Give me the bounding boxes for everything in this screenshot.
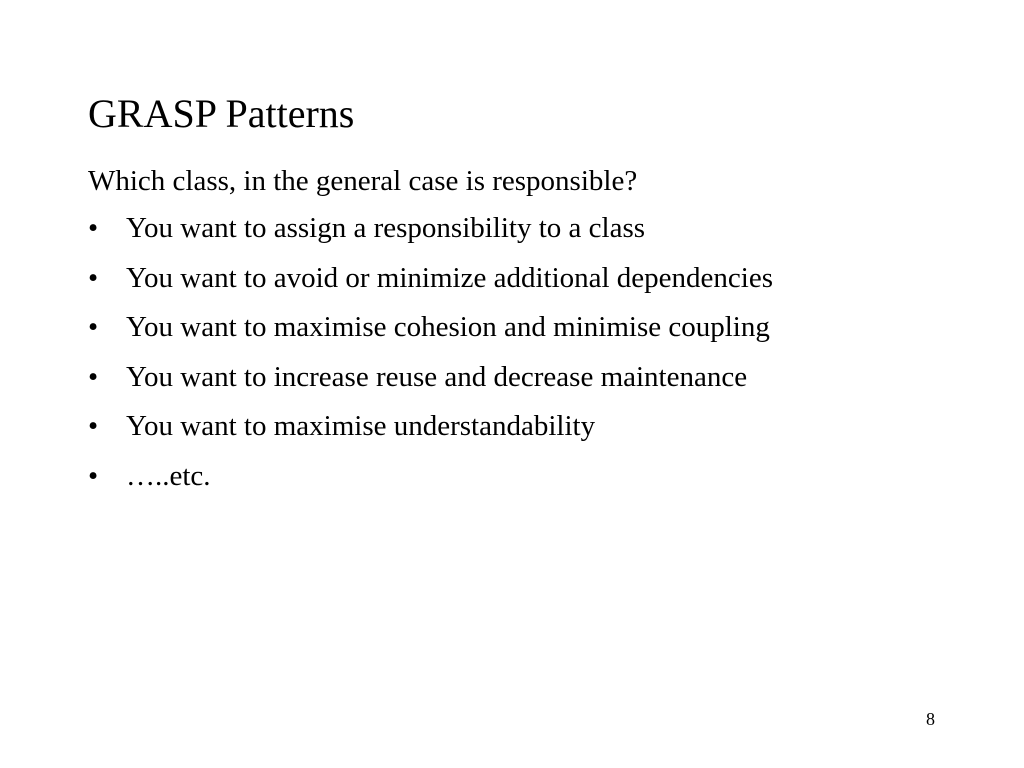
bullet-text: You want to assign a responsibility to a class (126, 212, 646, 244)
bullet-text: You want to increase reuse and decrease maintenance (126, 360, 748, 393)
bullet-dot: • (88, 459, 99, 492)
bullet-dot: • (88, 261, 99, 294)
bullet-dot: • (88, 311, 99, 344)
bullet-dot: • (88, 410, 99, 443)
bullet-text: You want to avoid or minimize additional dependencies (126, 261, 774, 294)
bullet-dot: • (88, 212, 99, 244)
page-number: 8 (926, 709, 935, 729)
bullet-text: You want to maximise cohesion and minimise coupling (126, 311, 770, 344)
slide-subtitle: Which class, in the general case is responsible? (88, 165, 638, 197)
bullet-text: …..etc. (126, 459, 211, 492)
bullet-text: You want to maximise understandability (126, 410, 596, 443)
bullet-dot: • (88, 360, 99, 393)
slide-title: GRASP Patterns (88, 91, 355, 136)
